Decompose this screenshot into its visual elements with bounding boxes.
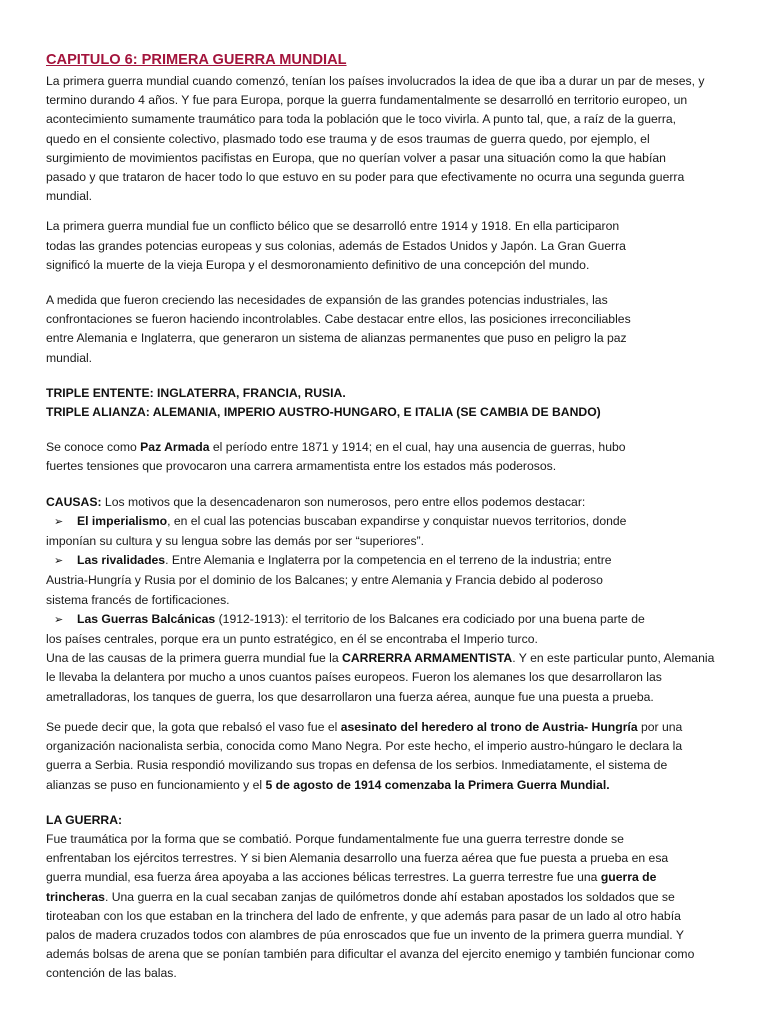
arrow-bullet-icon: ➢ bbox=[54, 613, 64, 626]
fecha-inicio-term: 5 de agosto de 1914 comenzaba la Primera Guerra Mundial. bbox=[265, 777, 610, 792]
text-line: palos de madera cruzados todos con alambres de púa enroscados que fue un invento de la primera guerra mundial. Y bbox=[46, 927, 684, 942]
trincheras-term: trincheras bbox=[46, 889, 105, 904]
text-line: confrontaciones se fueron haciendo incontrolables. Cabe destacar entre ellos, las posiciones irreconciliables bbox=[46, 312, 631, 327]
carrera-armamentista-term: CARRERRA ARMAMENTISTA bbox=[342, 651, 513, 666]
text-line: le llevaba la delantera por mucho a unos cuantos países europeos. Fueron los alemanes los que desarrollaron las bbox=[46, 670, 662, 685]
asesinato-term: asesinato del heredero al trono de Austria- Hungría bbox=[340, 719, 638, 734]
la-guerra-heading: LA GUERRA: bbox=[46, 812, 123, 827]
guerra-de-term: guerra de bbox=[600, 870, 657, 885]
text-line: A medida que fueron creciendo las necesidades de expansión de las grandes potencias industriales, las bbox=[46, 293, 608, 308]
text-line: Fue traumática por la forma que se combatió. Porque fundamentalmente fue una guerra terrestre donde se bbox=[46, 831, 624, 846]
text-line: surgimiento de movimientos pacifistas en Europa, que no querían volver a pasar una situación como la que habían bbox=[46, 150, 666, 165]
text-line: mundial. bbox=[46, 350, 93, 365]
text-line: termino durando 4 años. Y fue para Europa, porque la guerra fundamentalmente se desarrolló en territorio europeo, un bbox=[46, 93, 688, 108]
text-line: fuertes tensiones que provocaron una carrera armamentista entre los estados más poderosos. bbox=[46, 459, 557, 474]
text-run: . Y en este particular punto, Alemania bbox=[512, 651, 715, 666]
causas-label: CAUSAS: bbox=[46, 494, 102, 509]
triple-entente-heading: TRIPLE ENTENTE: INGLATERRA, FRANCIA, RUSIA. bbox=[46, 385, 346, 400]
text-line: organización nacionalista serbia, conocida como Mano Negra. Por este hecho, el imperio austro-húngaro le declara la bbox=[46, 739, 683, 754]
text-line bbox=[46, 868, 722, 887]
definition-paragraph bbox=[46, 217, 722, 275]
causas-section bbox=[46, 493, 722, 707]
causas-intro-line bbox=[46, 493, 722, 512]
paz-armada-term: Paz Armada bbox=[140, 440, 210, 455]
text-line: entre Alemania e Inglaterra, que generaron un sistema de alianzas permanentes que puso en peligro la paz bbox=[46, 331, 627, 346]
text-line: todas las grandes potencias europeas y sus colonias, además de Estados Unidos y Japón. La Gran Guerra bbox=[46, 238, 626, 253]
text-line: guerra a Serbia. Rusia respondió movilizando sus tropas en defensa de los serbios. Inmediatamente, el sistema de bbox=[46, 758, 668, 773]
text-run: . Entre Alemania e Inglaterra por la competencia en el terreno de la industria; entre bbox=[165, 553, 612, 568]
text-line: imponían su cultura y su lengua sobre las demás por ser “superiores”. bbox=[46, 534, 424, 549]
text-line: mundial. bbox=[46, 189, 93, 204]
text-line bbox=[46, 776, 722, 795]
text-run: Una de las causas de la primera guerra mundial fue la bbox=[46, 651, 343, 666]
intro-paragraph bbox=[46, 72, 722, 206]
text-run: alianzas se puso en funcionamiento y el bbox=[46, 777, 266, 792]
arrow-bullet-icon: ➢ bbox=[54, 555, 64, 568]
text-run: guerra mundial, esa fuerza área apoyaba a las acciones bélicas terrestres. La guerra terrestre fue una bbox=[46, 870, 601, 885]
text-line: tiroteaban con los que estaban en la trinchera del lado de enfrente, y que además para pasar de un lado al otro había bbox=[46, 908, 681, 923]
expansion-paragraph bbox=[46, 291, 722, 368]
text-line: pasado y que trataron de hacer todo lo que estuvo en su poder para que efectivamente no ocurra una segunda guerra bbox=[46, 170, 685, 185]
text-line: contención de las balas. bbox=[46, 966, 177, 981]
text-line: los países centrales, porque era un punto estratégico, en él se encontraba el Imperio turco. bbox=[46, 632, 538, 647]
bullet-guerras-balcanicas bbox=[46, 610, 722, 630]
text-line: sistema francés de fortificaciones. bbox=[46, 592, 230, 607]
text-run: por una bbox=[637, 719, 683, 734]
text-run: . Una guerra en la cual secaban zanjas de quilómetros donde ahí estaban apostados los soldados que se bbox=[104, 889, 675, 904]
arrow-bullet-icon: ➢ bbox=[54, 515, 64, 528]
text-line: significó la muerte de la vieja Europa y el desmoronamiento definitivo de una concepción del mundo. bbox=[46, 257, 590, 272]
text-run: (1912-1913): el territorio de los Balcanes era codiciado por una buena parte de bbox=[215, 611, 645, 626]
text-line: La primera guerra mundial fue un conflicto bélico que se desarrolló entre 1914 y 1918. En ella participaron bbox=[46, 219, 620, 234]
text-run: Los motivos que la desencadenaron son numerosos, pero entre ellos podemos destacar: bbox=[101, 494, 586, 509]
text-line: acontecimiento sumamente traumático para toda la población que le toco vivirla. A punto tal, que, a raíz de la guerra, bbox=[46, 112, 677, 127]
text-line bbox=[46, 888, 722, 907]
text-run: el período entre 1871 y 1914; en el cual, hay una ausencia de guerras, hubo bbox=[209, 440, 626, 455]
la-guerra-section bbox=[46, 811, 722, 984]
text-line bbox=[46, 649, 722, 668]
bullet-term: Las rivalidades bbox=[77, 553, 166, 568]
chapter-title: CAPITULO 6: PRIMERA GUERRA MUNDIAL bbox=[46, 52, 347, 68]
text-line: además bolsas de arena que se ponían también para dificultar el avanza del ejercito enemigo y también funcionar como bbox=[46, 947, 695, 962]
bullet-term: El imperialismo bbox=[77, 513, 168, 528]
asesinato-paragraph bbox=[46, 718, 722, 795]
text-line: ametralladoras, los tanques de guerra, los que desarrollaron una fuerza aérea, aunque fue una puesta a prueba. bbox=[46, 689, 654, 704]
text-line: Austria-Hungría y Rusia por el dominio de los Balcanes; y entre Alemania y Francia debido al poderoso bbox=[46, 573, 603, 588]
text-line bbox=[46, 718, 722, 737]
triple-alianza-heading: TRIPLE ALIANZA: ALEMANIA, IMPERIO AUSTRO-HUNGARO, E ITALIA (SE CAMBIA DE BANDO) bbox=[46, 405, 601, 420]
bullet-rivalidades bbox=[46, 551, 722, 571]
text-line: enfrentaban los ejércitos terrestres. Y si bien Alemania desarrollo una fuerza aérea que fue puesta a prueba en esa bbox=[46, 851, 669, 866]
text-line bbox=[46, 438, 722, 457]
paz-armada-paragraph bbox=[46, 438, 722, 476]
text-run: Se conoce como bbox=[46, 440, 141, 455]
bullet-term: Las Guerras Balcánicas bbox=[77, 611, 216, 626]
text-line: La primera guerra mundial cuando comenzó, tenían los países involucrados la idea de que iba a durar un par de meses, y bbox=[46, 74, 705, 88]
alliances-block bbox=[46, 384, 722, 422]
text-line: quedo en el consiente colectivo, plasmado todo ese trauma y de esos traumas de guerra quedo, por ejemplo, el bbox=[46, 131, 650, 146]
bullet-imperialismo bbox=[46, 512, 722, 532]
text-run: , en el cual las potencias buscaban expandirse y conquistar nuevos territorios, donde bbox=[167, 513, 627, 528]
text-run: Se puede decir que, la gota que rebalsó el vaso fue el bbox=[46, 719, 341, 734]
